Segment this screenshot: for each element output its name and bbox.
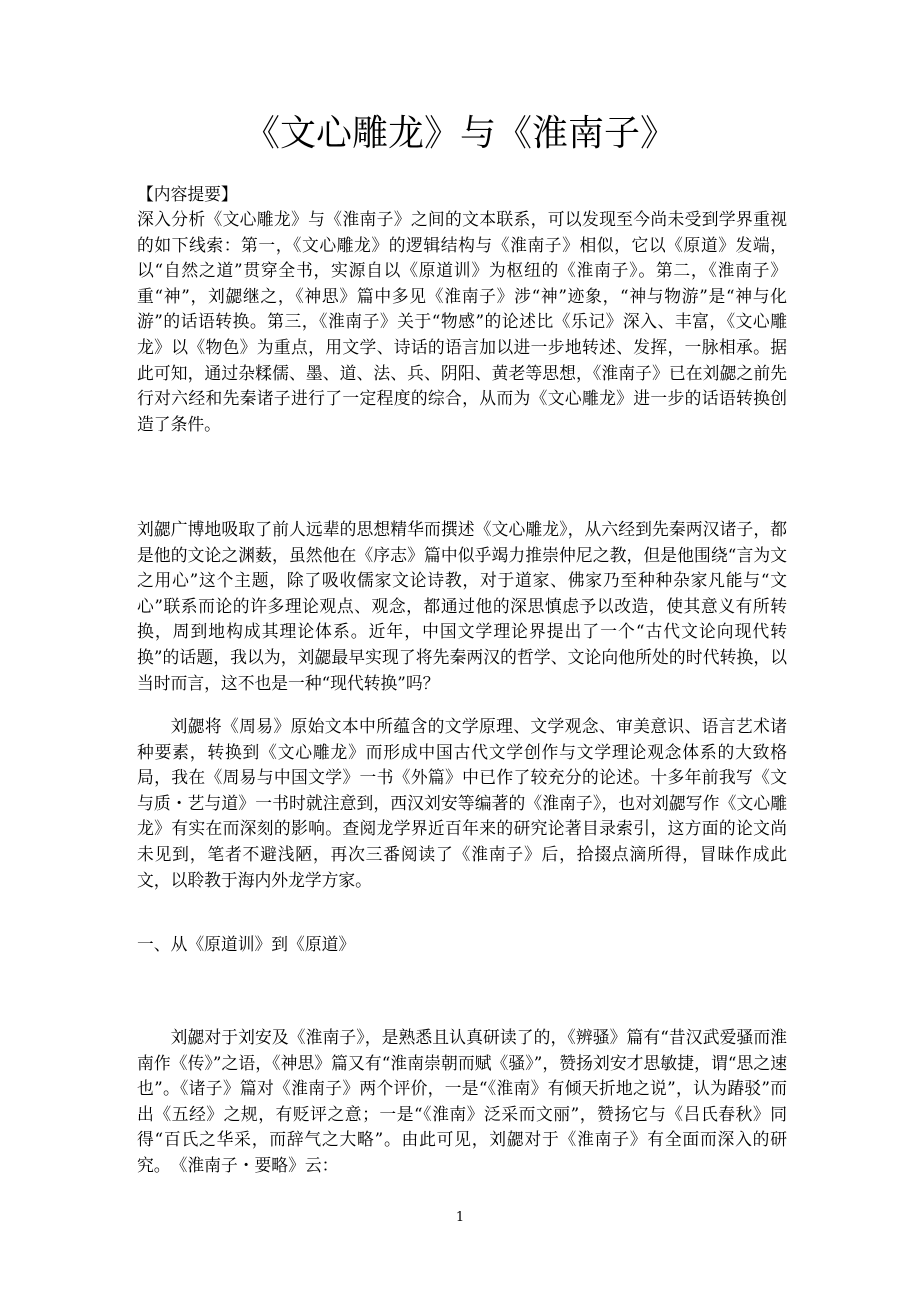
intro-paragraph-2: 刘勰将《周易》原始文本中所蕴含的文学原理、文学观念、审美意识、语言艺术诸种要素，转换到《文心雕龙》而形成中国古代文学创作与文学理论观念体系的大致格局，我在《周易与中国文学》一书《外篇》中已作了较充分的论述。十多年前我写《文与质・艺与道》一书时就注意到，西汉刘安等编著的《淮南子》，也对刘勰写作《文心雕龙》有实在而深刻的影响。查阅龙学界近百年来的研究论著目录索引，这方面的论文尚未见到，笔者不避浅陋，再次三番阅读了《淮南子》后，拾掇点滴所得，冒昧作成此文，以聆教于海内外龙学方家。 bbox=[137, 716, 787, 890]
abstract-paragraph: 深入分析《文心雕龙》与《淮南子》之间的文本联系，可以发现至今尚未受到学界重视的如下线索：第一，《文心雕龙》的逻辑结构与《淮南子》相似，它以《原道》发端，以“自然之道”贯穿全书，实源自以《原道训》为枢纽的《淮南子》。第二，《淮南子》重“神”，刘勰继之，《神思》篇中多见《淮南子》涉“神”迹象，“神与物游”是“神与化游”的话语转换。第三，《淮南子》关于“物感”的论述比《乐记》深入、丰富，《文心雕龙》以《物色》为重点，用文学、诗话的语言加以进一步地转述、发挥，一脉相承。据此可知，通过杂糅儒、墨、道、法、兵、阴阳、黄老等思想，《淮南子》已在刘勰之前先行对六经和先秦诸子进行了一定程度的综合，从而为《文心雕龙》进一步的话语转换创造了条件。 bbox=[137, 209, 787, 434]
intro-paragraph-1: 刘勰广博地吸取了前人远辈的思想精华而撰述《文心雕龙》，从六经到先秦两汉诸子，都是他的文论之渊薮，虽然他在《序志》篇中似乎竭力推崇仲尼之教，但是他围绕“言为文之用心”这个主题，除了吸收儒家文论诗教，对于道家、佛家乃至种种杂家凡能与“文心”联系而论的许多理论观点、观念，都通过他的深思慎虑予以改造，使其意义有所转换，周到地构成其理论体系。近年，中国文学理论界提出了一个“古代文论向现代转换”的话题，我以为，刘勰最早实现了将先秦两汉的哲学、文论向他所处的时代转换，以当时而言，这不也是一种“现代转换”吗？ bbox=[137, 519, 787, 693]
section-heading: 一、从《原道训》到《原道》 bbox=[137, 934, 356, 954]
body-paragraph-2: 《淮南子・要略》云： bbox=[170, 1155, 339, 1175]
document-title: 《文心雕龙》与《淮南子》 bbox=[243, 113, 676, 154]
page-number: 1 bbox=[455, 1210, 465, 1225]
abstract-heading: 【内容提要】 bbox=[137, 184, 238, 204]
body-paragraph-1: 刘勰对于刘安及《淮南子》，是熟悉且认真研读了的，《辨骚》篇有“昔汉武爱骚而淮南作《传》”之语，《神思》篇又有“淮南崇朝而赋《骚》”，赞扬刘安才思敏捷，谓“思之速也”。《诸子》篇对《淮南子》两个评价，一是“《淮南》有倾天折地之说”，认为踳驳”而出《五经》之规，有贬评之意；一是“《淮南》泛采而文丽”，赞扬它与《吕氏春秋》同得“百氏之华采，而辞气之大略”。由此可见，刘勰对于《淮南子》有全面而深入的研究。 bbox=[137, 1027, 787, 1175]
